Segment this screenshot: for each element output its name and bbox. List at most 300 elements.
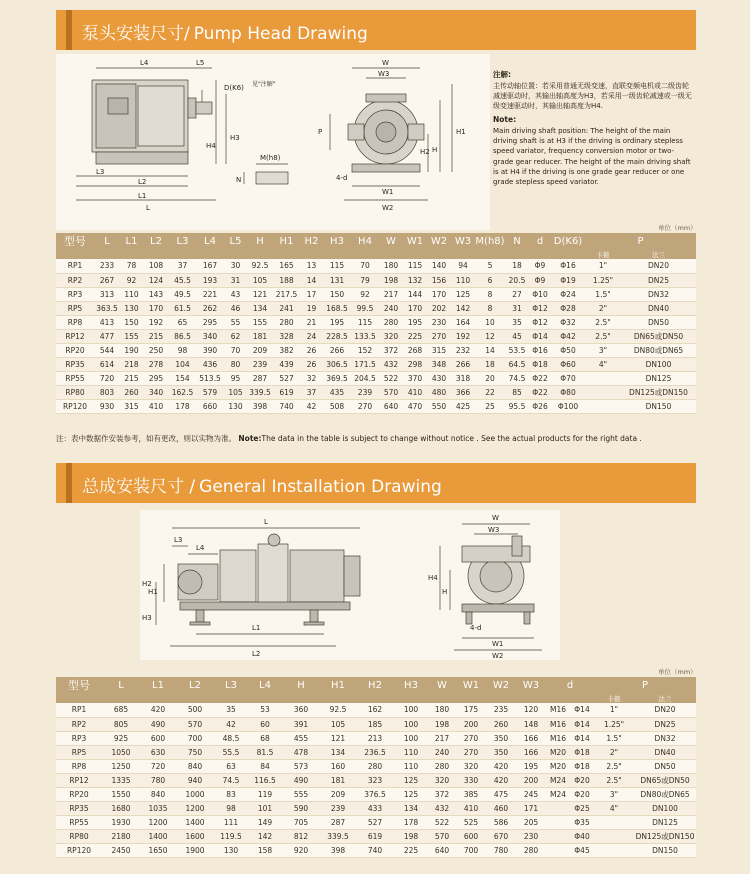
table-cell: 164 bbox=[451, 315, 475, 329]
table-cell: 432 bbox=[428, 801, 456, 815]
table-cell: 92 bbox=[120, 273, 143, 287]
table-cell: 240 bbox=[428, 745, 456, 759]
table-cell: 266 bbox=[323, 343, 351, 357]
table-cell: RP35 bbox=[56, 801, 102, 815]
table-cell: 121 bbox=[320, 731, 356, 745]
subheader-cell: 卡箍 bbox=[585, 249, 621, 259]
table-row bbox=[56, 399, 696, 413]
header-cell: W3 bbox=[451, 233, 475, 249]
table-cell: 363.5 bbox=[94, 301, 120, 315]
table-cell: 372 bbox=[428, 787, 456, 801]
header-cell: L1 bbox=[140, 677, 176, 693]
table-cell: 125 bbox=[451, 287, 475, 301]
section-title-cn: 总成安装尺寸 / bbox=[82, 477, 196, 497]
table-cell: RP2 bbox=[56, 273, 94, 287]
table-cell: 99.5 bbox=[351, 301, 379, 315]
table-cell: 262 bbox=[196, 301, 224, 315]
table-cell: 100 bbox=[394, 731, 428, 745]
table-cell: 328 bbox=[273, 329, 300, 343]
table-cell: Φ22 bbox=[529, 371, 551, 385]
table-cell: 439 bbox=[273, 357, 300, 371]
table-cell: 390 bbox=[196, 343, 224, 357]
table-cell: 840 bbox=[176, 759, 214, 773]
table-cell: Φ70 bbox=[551, 371, 585, 385]
table-cell: 840 bbox=[140, 787, 176, 801]
pump-head-spec-table bbox=[56, 233, 696, 414]
subheader-cell: 法兰 bbox=[621, 249, 696, 259]
table-cell: 70 bbox=[224, 343, 247, 357]
table-cell: 55.5 bbox=[214, 745, 248, 759]
table-cell: 1900 bbox=[176, 843, 214, 857]
table-cell: 105 bbox=[247, 273, 273, 287]
table-cell: 555 bbox=[282, 787, 320, 801]
table-cell: DN40 bbox=[634, 745, 696, 759]
table-cell: 155 bbox=[247, 315, 273, 329]
table-cell: DN80或DN65 bbox=[621, 343, 696, 357]
table-cell: 570 bbox=[428, 829, 456, 843]
table-cell: 63 bbox=[214, 759, 248, 773]
subheader-blank bbox=[56, 249, 585, 259]
table-cell: 215 bbox=[143, 329, 169, 343]
table-cell: 1.25" bbox=[585, 273, 621, 287]
dim-label-H: H bbox=[432, 146, 438, 154]
header-cell: W2 bbox=[486, 677, 516, 693]
dim-label-W3: W3 bbox=[488, 526, 500, 534]
table-cell: 570 bbox=[379, 385, 403, 399]
table-cell: 198 bbox=[394, 829, 428, 843]
table-cell: 660 bbox=[196, 399, 224, 413]
table-cell: 1200 bbox=[140, 815, 176, 829]
table-cell: 720 bbox=[140, 759, 176, 773]
general-installation-spec-table bbox=[56, 677, 696, 858]
table-cell: 95 bbox=[224, 371, 247, 385]
table-row bbox=[56, 731, 696, 745]
header-cell: 型号 bbox=[56, 233, 94, 249]
table-cell: 85 bbox=[505, 385, 529, 399]
table-cell: 803 bbox=[94, 385, 120, 399]
table-cell: 225 bbox=[403, 329, 427, 343]
table1-subheader-row bbox=[56, 249, 696, 259]
table-cell: 140 bbox=[427, 259, 451, 273]
table-cell: DN150 bbox=[621, 399, 696, 413]
table-cell: RP80 bbox=[56, 829, 102, 843]
table-cell: DN20 bbox=[621, 259, 696, 273]
table-cell: 340 bbox=[143, 385, 169, 399]
table-cell: 250 bbox=[143, 343, 169, 357]
table-cell: Φ42 bbox=[551, 329, 585, 343]
header-cell: H1 bbox=[273, 233, 300, 249]
note-en-body: Main driving shaft position: The height of the main driving shaft is at H3 if the driving is ordinary stepless speed variator, frequency conversion motor or two-grade gear reducer. The height of the main driving shaft is at H4 if the driving is one grade gear reducer or one grade stepless speed variator. bbox=[493, 127, 691, 186]
table-cell: 1400 bbox=[140, 829, 176, 843]
table-cell: 192 bbox=[451, 329, 475, 343]
dim-label-P: P bbox=[318, 128, 323, 136]
table-row bbox=[56, 801, 696, 815]
dim-label-H: H bbox=[442, 588, 448, 596]
table-cell: DN20 bbox=[634, 703, 696, 717]
table-cell bbox=[546, 829, 570, 843]
table-cell: 142 bbox=[451, 301, 475, 315]
header-cell: H bbox=[282, 677, 320, 693]
table-cell: DN40 bbox=[621, 301, 696, 315]
table-cell: 150 bbox=[120, 315, 143, 329]
table-cell: 160 bbox=[320, 759, 356, 773]
dim-label-H4: H4 bbox=[428, 574, 438, 582]
table-cell: 81.5 bbox=[248, 745, 282, 759]
table-cell: 382 bbox=[273, 343, 300, 357]
table-cell: 630 bbox=[140, 745, 176, 759]
table-cell: 209 bbox=[320, 787, 356, 801]
table-cell: 195 bbox=[516, 759, 546, 773]
table-cell: 35 bbox=[505, 315, 529, 329]
table-cell: 280 bbox=[428, 759, 456, 773]
table-cell: 306.5 bbox=[323, 357, 351, 371]
table-cell: 6 bbox=[475, 273, 505, 287]
table-cell: 270 bbox=[456, 745, 486, 759]
table-cell: 202 bbox=[427, 301, 451, 315]
table-cell: 217 bbox=[379, 287, 403, 301]
table-cell: Φ80 bbox=[551, 385, 585, 399]
note-en-title: Note: bbox=[493, 115, 517, 125]
table-cell: 2450 bbox=[102, 843, 140, 857]
table-cell: DN25 bbox=[621, 273, 696, 287]
table-cell: 98 bbox=[169, 343, 196, 357]
table-cell: RP5 bbox=[56, 301, 94, 315]
dim-label-W1: W1 bbox=[492, 640, 504, 648]
table-cell: 376.5 bbox=[356, 787, 394, 801]
table-cell: 115 bbox=[351, 315, 379, 329]
table-cell: 420 bbox=[486, 759, 516, 773]
table-cell: 101 bbox=[248, 801, 282, 815]
table-cell: 239 bbox=[320, 801, 356, 815]
table-cell: 490 bbox=[140, 717, 176, 731]
table-cell: 410 bbox=[143, 399, 169, 413]
table-cell: 48.5 bbox=[214, 731, 248, 745]
table-row bbox=[56, 259, 696, 273]
table-cell: 369.5 bbox=[323, 371, 351, 385]
dim-label-L3: L3 bbox=[96, 168, 105, 176]
header-cell: d bbox=[529, 233, 551, 249]
table-cell: 170 bbox=[427, 287, 451, 301]
table-cell: 65 bbox=[169, 315, 196, 329]
header-cell: L1 bbox=[120, 233, 143, 249]
header-stripe bbox=[66, 10, 72, 50]
table-cell: 925 bbox=[102, 731, 140, 745]
table-cell: 134 bbox=[247, 301, 273, 315]
table-cell: 86.5 bbox=[169, 329, 196, 343]
footnote-cn: 注：表中数据作安装参考，如有更改，则以实物为准。 bbox=[56, 434, 236, 443]
table-cell: 266 bbox=[451, 357, 475, 371]
table-cell: 162.5 bbox=[169, 385, 196, 399]
table-cell: Φ32 bbox=[551, 315, 585, 329]
table-cell: 436 bbox=[196, 357, 224, 371]
table-cell: 420 bbox=[140, 703, 176, 717]
table-cell: DN125 bbox=[634, 815, 696, 829]
table-cell: 64.5 bbox=[505, 357, 529, 371]
table-cell: 1400 bbox=[176, 815, 214, 829]
table-cell bbox=[546, 801, 570, 815]
dim-label-L4: L4 bbox=[196, 544, 205, 552]
dim-label-H1: H1 bbox=[148, 588, 158, 596]
table-cell: 18 bbox=[475, 357, 505, 371]
table-cell: 1.5" bbox=[594, 731, 634, 745]
table-cell: 320 bbox=[428, 773, 456, 787]
table-cell: 323 bbox=[356, 773, 394, 787]
table-cell: Φ12 bbox=[529, 301, 551, 315]
table-row bbox=[56, 343, 696, 357]
table-cell: 178 bbox=[169, 399, 196, 413]
table-cell bbox=[546, 843, 570, 857]
table-cell: Φ25 bbox=[570, 801, 594, 815]
header-cell: L bbox=[94, 233, 120, 249]
table-cell bbox=[546, 815, 570, 829]
table-cell: 12 bbox=[475, 329, 505, 343]
table-cell: 19 bbox=[300, 301, 323, 315]
dim-label-W3: W3 bbox=[378, 70, 390, 78]
table-cell: RP55 bbox=[56, 815, 102, 829]
table-cell: M20 bbox=[546, 759, 570, 773]
table-cell: 110 bbox=[394, 759, 428, 773]
table-cell: 812 bbox=[282, 829, 320, 843]
table-cell bbox=[594, 829, 634, 843]
table-cell: 98 bbox=[214, 801, 248, 815]
table-cell: 245 bbox=[516, 787, 546, 801]
table-row bbox=[56, 357, 696, 371]
table-cell: 475 bbox=[486, 787, 516, 801]
table-cell: 2" bbox=[594, 745, 634, 759]
table-cell: M20 bbox=[546, 745, 570, 759]
table-cell: 83 bbox=[214, 787, 248, 801]
table-cell: 132 bbox=[403, 273, 427, 287]
table-cell: 92 bbox=[351, 287, 379, 301]
table-cell: 94 bbox=[451, 259, 475, 273]
table-cell: 579 bbox=[196, 385, 224, 399]
table-cell: 640 bbox=[379, 399, 403, 413]
header-cell: 型号 bbox=[56, 677, 102, 693]
table-cell: 43 bbox=[224, 287, 247, 301]
table-cell: 142 bbox=[248, 829, 282, 843]
table-cell: RP3 bbox=[56, 287, 94, 301]
table-cell: 119 bbox=[248, 787, 282, 801]
table-cell: 750 bbox=[176, 745, 214, 759]
table-cell bbox=[585, 371, 621, 385]
table-cell: 152 bbox=[351, 343, 379, 357]
table-cell: RP8 bbox=[56, 759, 102, 773]
table-cell: 111 bbox=[214, 815, 248, 829]
table-cell: 228.5 bbox=[323, 329, 351, 343]
table-cell: 239 bbox=[351, 385, 379, 399]
table-cell: 1250 bbox=[102, 759, 140, 773]
table-cell: 78 bbox=[120, 259, 143, 273]
table-cell: 110 bbox=[394, 745, 428, 759]
table-cell: 181 bbox=[247, 329, 273, 343]
subheader-cell: 法兰 bbox=[634, 693, 696, 703]
table-cell: 527 bbox=[356, 815, 394, 829]
table-cell: 370 bbox=[403, 371, 427, 385]
table-cell: 26 bbox=[300, 343, 323, 357]
table-cell: 84 bbox=[248, 759, 282, 773]
table-row bbox=[56, 287, 696, 301]
table-cell: 170 bbox=[403, 301, 427, 315]
table-cell: 366 bbox=[451, 385, 475, 399]
table-cell: 26 bbox=[300, 357, 323, 371]
table-cell: 110 bbox=[451, 273, 475, 287]
header-cell: P bbox=[594, 677, 696, 693]
table-cell: 372 bbox=[379, 343, 403, 357]
table-cell: M16 bbox=[546, 717, 570, 731]
header-cell: H3 bbox=[323, 233, 351, 249]
table-cell: 477 bbox=[94, 329, 120, 343]
table-cell: 35 bbox=[214, 703, 248, 717]
table-row bbox=[56, 829, 696, 843]
table-cell: 270 bbox=[351, 399, 379, 413]
table-cell: 24 bbox=[300, 329, 323, 343]
table-cell: 150 bbox=[323, 287, 351, 301]
table-cell: 280 bbox=[379, 315, 403, 329]
table-cell: DN80或DN65 bbox=[634, 787, 696, 801]
table-cell: RP1 bbox=[56, 259, 94, 273]
table-cell: Φ20 bbox=[570, 773, 594, 787]
table-cell: 270 bbox=[427, 329, 451, 343]
table-cell: 1200 bbox=[176, 801, 214, 815]
table-cell: 573 bbox=[282, 759, 320, 773]
table-cell: 433 bbox=[356, 801, 394, 815]
table-cell: 178 bbox=[394, 815, 428, 829]
table-row bbox=[56, 301, 696, 315]
table-cell: 104 bbox=[169, 357, 196, 371]
table-cell: 640 bbox=[428, 843, 456, 857]
table-cell: 940 bbox=[176, 773, 214, 787]
table-cell: 295 bbox=[196, 315, 224, 329]
table-cell: 614 bbox=[94, 357, 120, 371]
table-row bbox=[56, 371, 696, 385]
table-cell bbox=[585, 399, 621, 413]
table-cell: 2.5" bbox=[594, 759, 634, 773]
header-cell: H3 bbox=[394, 677, 428, 693]
table-cell: 162 bbox=[356, 703, 394, 717]
table-cell: 62 bbox=[224, 329, 247, 343]
table-cell: Φ40 bbox=[570, 829, 594, 843]
header-cell: L4 bbox=[196, 233, 224, 249]
table-cell: 180 bbox=[379, 259, 403, 273]
table-cell: 20 bbox=[475, 371, 505, 385]
header-cell: L bbox=[102, 677, 140, 693]
table-cell: 120 bbox=[516, 703, 546, 717]
table-cell: 31 bbox=[505, 301, 529, 315]
table-cell: 1680 bbox=[102, 801, 140, 815]
table-cell: Φ18 bbox=[570, 745, 594, 759]
table-cell: 100 bbox=[394, 703, 428, 717]
dim-label-Mh8: M(h8) bbox=[260, 154, 281, 162]
table-cell: 295 bbox=[143, 371, 169, 385]
table-cell: 74.5 bbox=[505, 371, 529, 385]
table-cell: 360 bbox=[282, 703, 320, 717]
table-cell: 195 bbox=[403, 315, 427, 329]
table-cell: 171.5 bbox=[351, 357, 379, 371]
footnote-en: The data in the table is subject to change without notice . See the actual products for the right data . bbox=[261, 434, 642, 443]
table-cell: 188 bbox=[273, 273, 300, 287]
table-cell: 2.5" bbox=[585, 315, 621, 329]
table-cell: 49.5 bbox=[169, 287, 196, 301]
table-cell: Φ10 bbox=[529, 287, 551, 301]
table-cell: 2" bbox=[585, 301, 621, 315]
table-cell: 267 bbox=[94, 273, 120, 287]
table-cell: Φ20 bbox=[570, 787, 594, 801]
table-cell: 287 bbox=[320, 815, 356, 829]
table-cell: 130 bbox=[214, 843, 248, 857]
table-cell: 315 bbox=[427, 343, 451, 357]
table-cell: 158 bbox=[248, 843, 282, 857]
table-cell: 22 bbox=[475, 385, 505, 399]
table-cell: 37 bbox=[300, 385, 323, 399]
table-cell: 105 bbox=[224, 385, 247, 399]
table-row bbox=[56, 815, 696, 829]
table-cell: M24 bbox=[546, 787, 570, 801]
table-cell: 513.5 bbox=[196, 371, 224, 385]
table-cell: 230 bbox=[516, 829, 546, 843]
header-cell: W bbox=[379, 233, 403, 249]
header-cell: L5 bbox=[224, 233, 247, 249]
header-cell: W2 bbox=[427, 233, 451, 249]
table-cell: 315 bbox=[120, 399, 143, 413]
table-cell: 45 bbox=[505, 329, 529, 343]
table-cell: Φ35 bbox=[570, 815, 594, 829]
table-cell: 410 bbox=[403, 385, 427, 399]
table-cell: 217 bbox=[428, 731, 456, 745]
table-cell: 350 bbox=[486, 745, 516, 759]
dim-label-W2: W2 bbox=[492, 652, 504, 660]
table-cell: 204.5 bbox=[351, 371, 379, 385]
table-cell: 236.5 bbox=[356, 745, 394, 759]
table-cell: 313 bbox=[94, 287, 120, 301]
table-cell: Φ19 bbox=[551, 273, 585, 287]
table-cell: 215 bbox=[120, 371, 143, 385]
header-cell: W bbox=[428, 677, 456, 693]
table-cell: 200 bbox=[456, 717, 486, 731]
table-cell: 330 bbox=[456, 773, 486, 787]
table-cell: 780 bbox=[140, 773, 176, 787]
table-row bbox=[56, 703, 696, 717]
table-cell: 318 bbox=[451, 371, 475, 385]
table-cell: 280 bbox=[516, 843, 546, 857]
table-cell: DN32 bbox=[621, 287, 696, 301]
table-cell: DN25 bbox=[634, 717, 696, 731]
header-cell: H4 bbox=[351, 233, 379, 249]
header-cell: L2 bbox=[143, 233, 169, 249]
table-cell: 590 bbox=[282, 801, 320, 815]
table-cell: 209 bbox=[247, 343, 273, 357]
header-cell: P bbox=[585, 233, 696, 249]
table1-footnote bbox=[56, 433, 642, 444]
header-cell: L2 bbox=[176, 677, 214, 693]
table-cell: 200 bbox=[516, 773, 546, 787]
section-title-cn: 泵头安装尺寸/ bbox=[82, 24, 190, 44]
table-cell: Φ14 bbox=[570, 717, 594, 731]
table-cell: 165 bbox=[273, 259, 300, 273]
table-cell: 131 bbox=[323, 273, 351, 287]
table-cell: RP12 bbox=[56, 329, 94, 343]
table-cell: 42 bbox=[214, 717, 248, 731]
table-cell: 685 bbox=[102, 703, 140, 717]
table-cell: 527 bbox=[273, 371, 300, 385]
table-cell: 320 bbox=[456, 759, 486, 773]
table-cell: RP2 bbox=[56, 717, 102, 731]
table-cell: 586 bbox=[486, 815, 516, 829]
table-cell: 340 bbox=[196, 329, 224, 343]
pump-head-drawing bbox=[56, 54, 490, 230]
table-cell bbox=[594, 815, 634, 829]
table-cell: DN65或DN50 bbox=[621, 329, 696, 343]
table-cell: 100 bbox=[394, 717, 428, 731]
